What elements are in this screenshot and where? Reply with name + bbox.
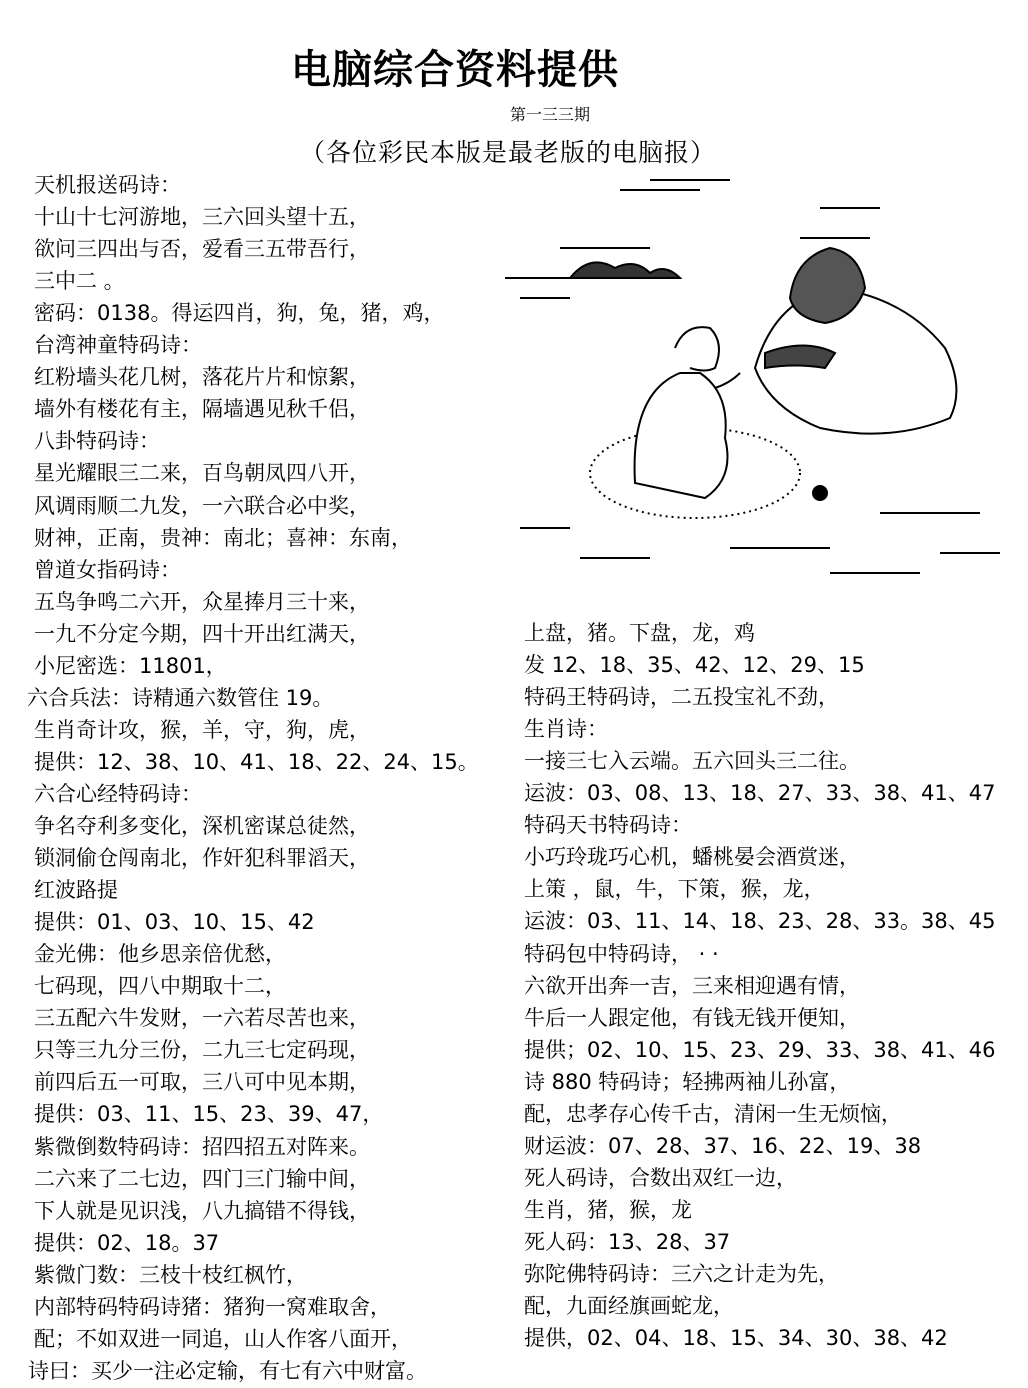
text-line: 密码：0138。得运四肖，狗，兔，猪，鸡，: [34, 301, 445, 326]
text-line: 发 12、18、35、42、12、29、15: [524, 653, 865, 678]
text-line: 十山十七河游地，三六回头望十五，: [34, 205, 370, 230]
text-line: 小尼密选：11801，: [34, 653, 227, 678]
text-line: 欲问三四出与否，爱看三五带吾行，: [34, 237, 370, 262]
text-line: 红粉墙头花几树，落花片片和惊絮，: [34, 365, 370, 390]
text-line: 前四后五一可取，三八可中见本期，: [34, 1070, 370, 1095]
text-line: 天机报送码诗：: [34, 173, 181, 197]
text-line: 墙外有楼花有主，隔墙遇见秋千侣，: [34, 397, 370, 422]
text-line: 死人码诗，合数出双红一边，: [524, 1165, 797, 1190]
text-line: 运波：03、11、14、18、23、28、33。38、45: [524, 909, 996, 934]
text-line: 上盘，猪。下盘，龙，鸡: [524, 621, 755, 645]
text-line: 锁洞偷仓闯南北，作奸犯科罪滔天，: [34, 846, 370, 871]
text-line: 内部特码特码诗猪：猪狗一窝难取舍，: [34, 1294, 391, 1319]
text-line: 诗曰：买少一注必定输，有七有六中财富。: [28, 1358, 427, 1383]
text-line: 一九不分定今期，四十开出红满天，: [34, 621, 370, 646]
text-line: 曾道女指码诗：: [34, 557, 181, 582]
text-line: 三中二 。: [34, 269, 125, 294]
text-line: 风调雨顺二九发，一六联合必中奖，: [34, 493, 370, 518]
text-line: 特码天书特码诗：: [524, 813, 692, 838]
page-title: 电脑综合资料提供: [291, 47, 619, 93]
text-line: 八卦特码诗：: [34, 429, 160, 454]
text-line: 诗 880 特码诗；轻拂两袖儿孙富，: [524, 1069, 851, 1094]
text-line: 配，忠孝存心传千古，清闲一生无烦恼，: [524, 1101, 902, 1126]
text-line: 配；不如双进一同追，山人作客八面开，: [34, 1326, 412, 1351]
text-line: 六欲开出奔一吉，三来相迎遇有情，: [524, 973, 860, 998]
text-line: 星光耀眼三二来，百鸟朝凤四八开，: [34, 461, 370, 486]
text-line: 配，九面经旗画蛇龙，: [524, 1294, 734, 1319]
text-line: 三五配六牛发财，一六若尽苦也来，: [34, 1006, 370, 1031]
text-line: 上策 ，鼠，牛，下策，猴，龙，: [524, 877, 825, 902]
text-line: 财神，正南，贵神：南北；喜神：东南，: [34, 525, 412, 550]
text-line: 六合兵法：诗精通六数管住 19。: [27, 685, 334, 710]
sage-and-lion-illustration: [500, 168, 1020, 608]
text-line: 提供：02、18。37: [34, 1230, 220, 1255]
text-line: 小巧玲珑巧心机，蟠桃晏会酒赏迷，: [524, 845, 860, 870]
issue-number: 第一三三期: [510, 105, 591, 124]
text-line: 特码王特码诗，二五投宝礼不劲，: [524, 685, 839, 710]
text-line: 红波路提: [34, 878, 118, 903]
text-line: 七码现，四八中期取十二，: [34, 974, 286, 999]
text-line: 生肖，猪，猴，龙: [524, 1197, 692, 1222]
text-line: 运波：03、08、13、18、27、33、38、41、47: [524, 781, 996, 806]
text-line: 提供：01、03、10、15、42: [34, 910, 315, 935]
text-line: 提供：12、38、10、41、18、22、24、15。: [34, 749, 479, 774]
text-line: 生肖奇计攻，猴，羊，守，狗，虎，: [34, 717, 370, 742]
text-line: 死人码：13、28、37: [524, 1229, 731, 1254]
text-line: 紫微倒数特码诗：招四招五对阵来。: [34, 1134, 370, 1159]
text-line: 金光佛：他乡思亲倍优愁，: [34, 942, 286, 967]
text-line: 只等三九分三份，二九三七定码现，: [34, 1038, 370, 1063]
text-line: 牛后一人跟定他，有钱无钱开便知，: [524, 1005, 860, 1030]
text-line: 一接三七入云端。五六回头三二往。: [524, 749, 860, 774]
text-line: 提供；02、10、15、23、29、33、38、41、46: [524, 1037, 996, 1062]
subtitle: （各位彩民本版是最老版的电脑报）: [300, 138, 717, 167]
text-line: 生肖诗：: [524, 717, 608, 742]
text-line: 五鸟争鸣二六开，众星捧月三十来，: [34, 589, 370, 614]
text-line: 六合心经特码诗：: [34, 781, 202, 806]
text-line: 台湾神童特码诗：: [34, 333, 202, 358]
text-line: 争名夺利多变化，深机密谋总徒然，: [34, 814, 370, 838]
text-line: 紫微门数：三枝十枝红枫竹，: [34, 1262, 307, 1287]
text-line: 二六来了二七边，四门三门输中间，: [34, 1166, 370, 1191]
text-line: 财运波：07、28、37、16、22、19、38: [524, 1133, 922, 1158]
text-line: 特码包中特码诗， · ·: [524, 941, 719, 966]
text-line: 提供：03、11、15、23、39、47，: [34, 1102, 384, 1127]
text-line: 下人就是见识浅，八九搞错不得钱，: [34, 1198, 370, 1223]
text-line: 弥陀佛特码诗：三六之计走为先，: [524, 1262, 839, 1286]
text-line: 提供，02、04、18、15、34、30、38、42: [524, 1326, 948, 1351]
